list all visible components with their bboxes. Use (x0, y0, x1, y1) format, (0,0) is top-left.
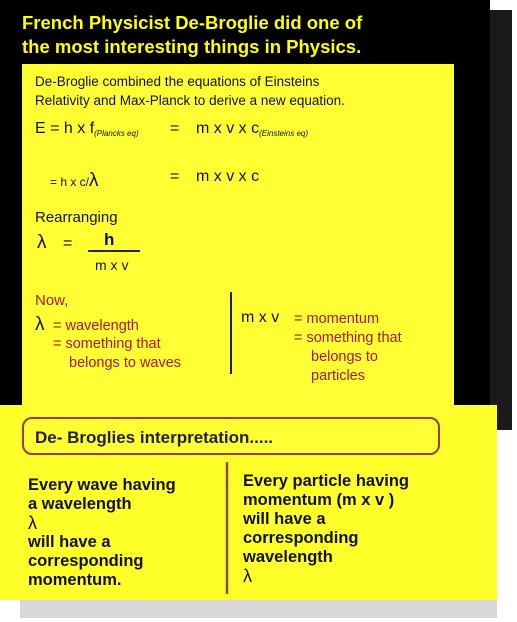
momentum-mv: m x v (241, 309, 280, 326)
particle-line-2: belongs to (311, 349, 378, 365)
card-shadow (490, 10, 512, 430)
equation-1-equals: = (170, 120, 180, 137)
fraction-bar (88, 250, 140, 252)
wave-line-1: = something that (53, 336, 161, 352)
intro-line-1: De-Broglie combined the equations of Einsteins (35, 74, 320, 89)
interpretation-divider (221, 462, 233, 594)
wave-statement (28, 476, 176, 590)
wavelength-line: = wavelength (53, 318, 139, 334)
rearranging-lambda: λ (37, 232, 47, 253)
particle-statement-lambda: λ (243, 566, 252, 586)
wave-statement-line-4: corresponding (28, 552, 144, 570)
equation-2-rhs: m x v x c (196, 168, 260, 185)
now-label: Now, (35, 292, 69, 309)
particle-statement-line-5 (243, 548, 409, 586)
equation-2-equals: = (170, 168, 180, 185)
eq1-lhs-sub: (Plancks eq) (94, 129, 139, 138)
eq1-rhs-text: m x v x c (196, 120, 260, 137)
particle-statement-line-4: corresponding (243, 529, 359, 547)
particle-line-3: particles (311, 368, 365, 384)
bottom-shadow (20, 600, 497, 618)
title-line-1: French Physicist De-Broglie did one of (22, 12, 363, 33)
fraction-denominator: m x v (95, 257, 129, 273)
wave-statement-line-2-text: a wavelength (28, 495, 132, 513)
eq2-lhs-text: = h x c/ (50, 175, 90, 189)
rearranging-equals: = (63, 235, 73, 252)
eq1-lhs-text: E = h x f (35, 120, 95, 137)
wave-statement-line-2 (28, 495, 176, 533)
now-lambda: λ (35, 314, 45, 335)
wave-statement-line-1: Every wave having (28, 476, 176, 494)
equation-2-lhs (50, 170, 99, 192)
rearranging-label: Rearranging (35, 209, 118, 226)
intro-text (35, 72, 345, 110)
eq2-lambda: λ (89, 170, 99, 191)
now-divider (230, 292, 232, 374)
particle-statement-line-3: will have a (243, 510, 326, 528)
title-line-2: the most interesting things in Physics. (22, 36, 362, 57)
momentum-line: = momentum (294, 311, 380, 327)
wave-statement-lambda: λ (28, 513, 37, 533)
particle-statement-line-2: momentum (m x v ) (243, 491, 395, 509)
wave-statement-line-5: momentum. (28, 571, 122, 589)
particle-statement (243, 472, 409, 586)
particle-line-1: = something that (294, 330, 402, 346)
equation-1-lhs (35, 120, 139, 138)
intro-line-2: Relativity and Max-Planck to derive a new equation. (35, 93, 345, 108)
wave-line-2: belongs to waves (69, 355, 182, 371)
particle-statement-line-5-text: wavelength (243, 548, 333, 566)
particle-statement-line-1: Every particle having (243, 472, 409, 490)
page-title (22, 11, 482, 59)
wave-statement-line-3: will have a (28, 533, 111, 551)
equation-1-rhs (196, 120, 308, 138)
eq1-rhs-sub: (Einsteins eq) (259, 129, 309, 138)
interpretation-heading: De- Broglies interpretation..... (35, 428, 274, 447)
fraction-numerator: h (104, 230, 115, 249)
